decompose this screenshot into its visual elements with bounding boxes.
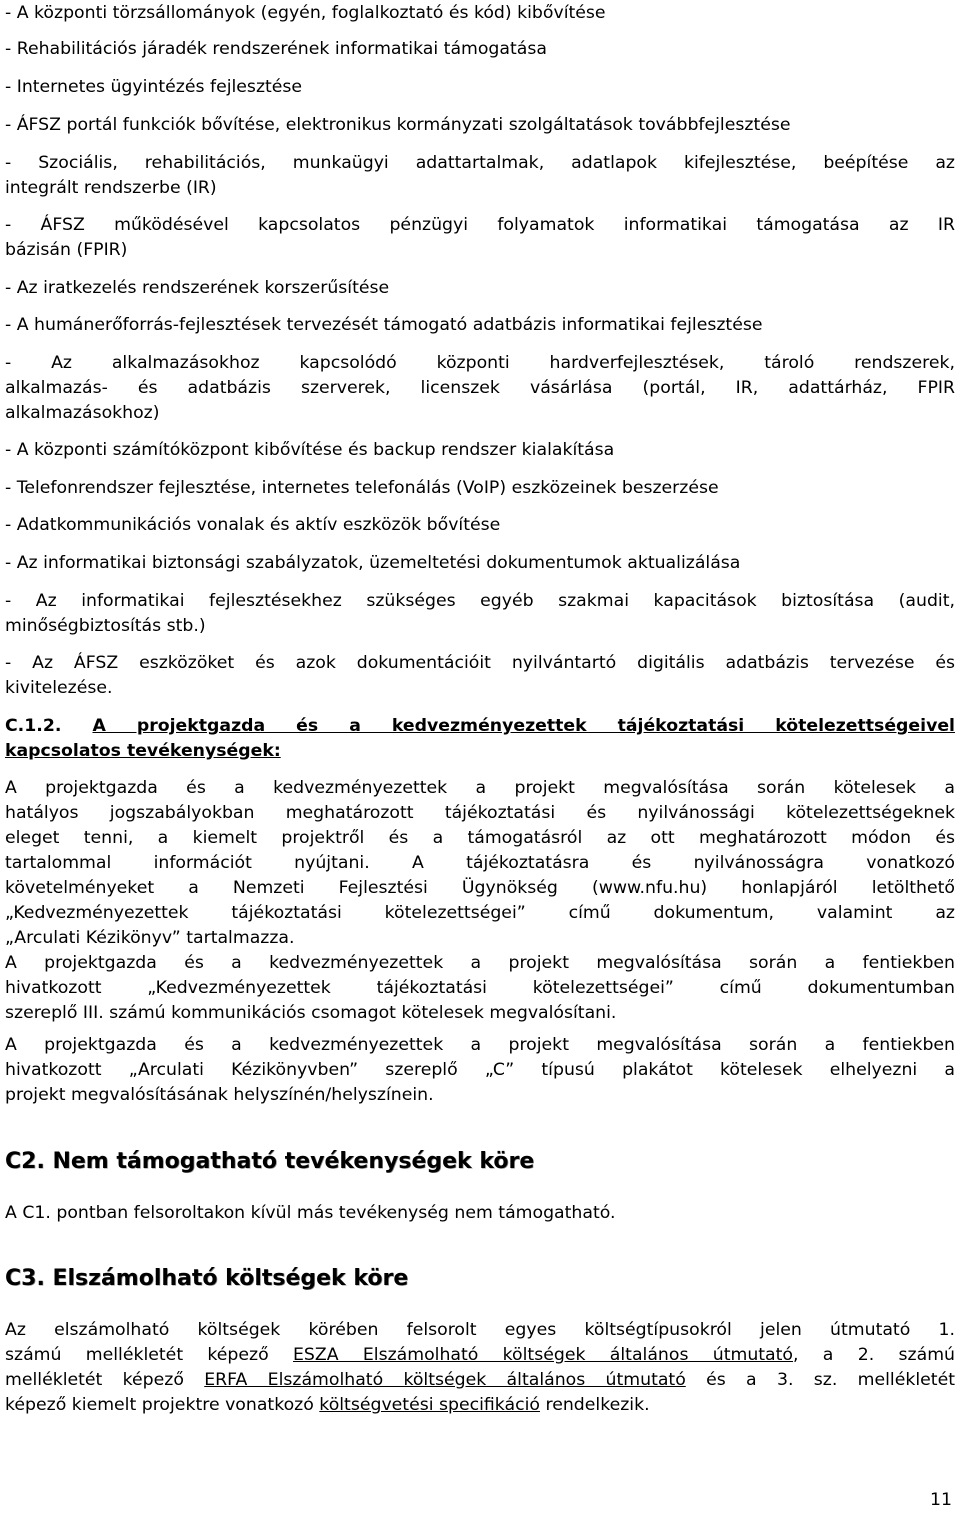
paragraph-line: eleget tenni, a kiemelt projektről és a támogatásról az ott meghatározott módon és	[5, 828, 955, 848]
paragraph-line: A projektgazda és a kedvezményezettek a projekt megvalósítása során a fentiekben	[5, 953, 955, 973]
section-heading-c2: C2. Nem támogatható tevékenységek köre	[5, 1149, 535, 1174]
list-item-continuation: minőségbiztosítás stb.)	[5, 616, 206, 636]
list-item: - Szociális, rehabilitációs, munkaügyi adattartalmak, adatlapok kifejlesztése, beépítése az	[5, 153, 955, 173]
esza-guide-link[interactable]: ESZA Elszámolható költségek általános útmutató	[293, 1345, 793, 1365]
list-item: - Az informatikai biztonsági szabályzatok, üzemeltetési dokumentumok aktualizálása	[5, 553, 741, 573]
list-item: - Rehabilitációs járadék rendszerének informatikai támogatása	[5, 39, 547, 59]
list-item: - A központi számítóközpont kibővítése és backup rendszer kialakítása	[5, 440, 615, 460]
paragraph-line	[5, 1368, 955, 1392]
text-span: képező kiemelt projektre vonatkozó	[5, 1395, 320, 1415]
list-item-continuation: kivitelezése.	[5, 678, 113, 698]
paragraph-line: szereplő III. számú kommunikációs csomagot kötelesek megvalósítani.	[5, 1003, 617, 1023]
paragraph-line: követelményeket a Nemzeti Fejlesztési Ügynökség (www.nfu.hu) honlapjáról letölthető	[5, 878, 955, 898]
text-span: , a 2. számú	[793, 1345, 955, 1365]
list-item: - Internetes ügyintézés fejlesztése	[5, 77, 303, 97]
list-item: - A központi törzsállományok (egyén, foglalkoztató és kód) kibővítése	[5, 3, 606, 23]
list-item: - Telefonrendszer fejlesztése, internetes telefonálás (VoIP) eszközeinek beszerzése	[5, 478, 719, 498]
paragraph-line: A projektgazda és a kedvezményezettek a projekt megvalósítása során kötelesek a	[5, 778, 955, 798]
paragraph-line: A C1. pontban felsoroltakon kívül más tevékenység nem támogatható.	[5, 1203, 616, 1223]
section-number: C.1.2.	[5, 716, 62, 736]
paragraph-line: „Arculati Kézikönyv” tartalmazza.	[5, 928, 295, 948]
paragraph-line	[5, 1343, 955, 1367]
text-span: és a 3. sz. mellékletét	[685, 1370, 955, 1390]
section-title: A projektgazda és a kedvezményezettek tájékoztatási kötelezettségeivel	[92, 716, 955, 736]
section-heading-c12	[5, 714, 955, 738]
paragraph-line	[5, 1393, 650, 1417]
list-item: - Az alkalmazásokhoz kapcsolódó központi hardverfejlesztések, tároló rendszerek,	[5, 353, 955, 373]
list-item: - Adatkommunikációs vonalak és aktív eszközök bővítése	[5, 515, 501, 535]
erfa-guide-link[interactable]: ERFA Elszámolható költségek általános útmutató	[204, 1370, 686, 1390]
list-item: - A humánerőforrás-fejlesztések tervezését támogató adatbázis informatikai fejlesztése	[5, 315, 763, 335]
list-item: - Az ÁFSZ eszközöket és azok dokumentációit nyilvántartó digitális adatbázis tervezése és	[5, 653, 955, 673]
list-item-continuation: alkalmazásokhoz)	[5, 403, 160, 423]
budget-spec-link[interactable]: költségvetési specifikáció	[319, 1395, 540, 1415]
paragraph-line: Az elszámolható költségek körében felsorolt egyes költségtípusokról jelen útmutató 1.	[5, 1320, 955, 1340]
page-number: 11	[930, 1490, 952, 1510]
list-item-continuation: integrált rendszerbe (IR)	[5, 178, 217, 198]
text-span: mellékletét képező	[5, 1370, 205, 1390]
text-span: számú mellékletét képező	[5, 1345, 293, 1365]
text-span: rendelkezik.	[539, 1395, 650, 1415]
list-item: - Az iratkezelés rendszerének korszerűsítése	[5, 278, 390, 298]
paragraph-line: hivatkozott „Kedvezményezettek tájékoztatási kötelezettségei” című dokumentumban	[5, 978, 955, 998]
paragraph-line: hivatkozott „Arculati Kézikönyvben” szereplő „C” típusú plakátot kötelesek elhelyezni a	[5, 1060, 955, 1080]
list-item-continuation: alkalmazás- és adatbázis szerverek, licenszek vásárlása (portál, IR, adattárház, FPIR	[5, 378, 955, 398]
section-heading-c3: C3. Elszámolható költségek köre	[5, 1266, 409, 1291]
paragraph-line: projekt megvalósításának helyszínén/helyszínein.	[5, 1085, 434, 1105]
paragraph-line: tartalommal információt nyújtani. A tájékoztatásra és nyilvánosságra vonatkozó	[5, 853, 955, 873]
list-item-continuation: bázisán (FPIR)	[5, 240, 128, 260]
section-title-continuation: kapcsolatos tevékenységek:	[5, 741, 281, 761]
list-item: - ÁFSZ portál funkciók bővítése, elektronikus kormányzati szolgáltatások továbbfejlesztése	[5, 115, 791, 135]
paragraph-line: A projektgazda és a kedvezményezettek a projekt megvalósítása során a fentiekben	[5, 1035, 955, 1055]
list-item: - ÁFSZ működésével kapcsolatos pénzügyi folyamatok informatikai támogatása az IR	[5, 215, 955, 235]
paragraph-line: hatályos jogszabályokban meghatározott tájékoztatási és nyilvánossági kötelezettségeknek	[5, 803, 955, 823]
list-item: - Az informatikai fejlesztésekhez szükséges egyéb szakmai kapacitások biztosítása (audit,	[5, 591, 955, 611]
paragraph-line: „Kedvezményezettek tájékoztatási kötelezettségei” című dokumentum, valamint az	[5, 903, 955, 923]
